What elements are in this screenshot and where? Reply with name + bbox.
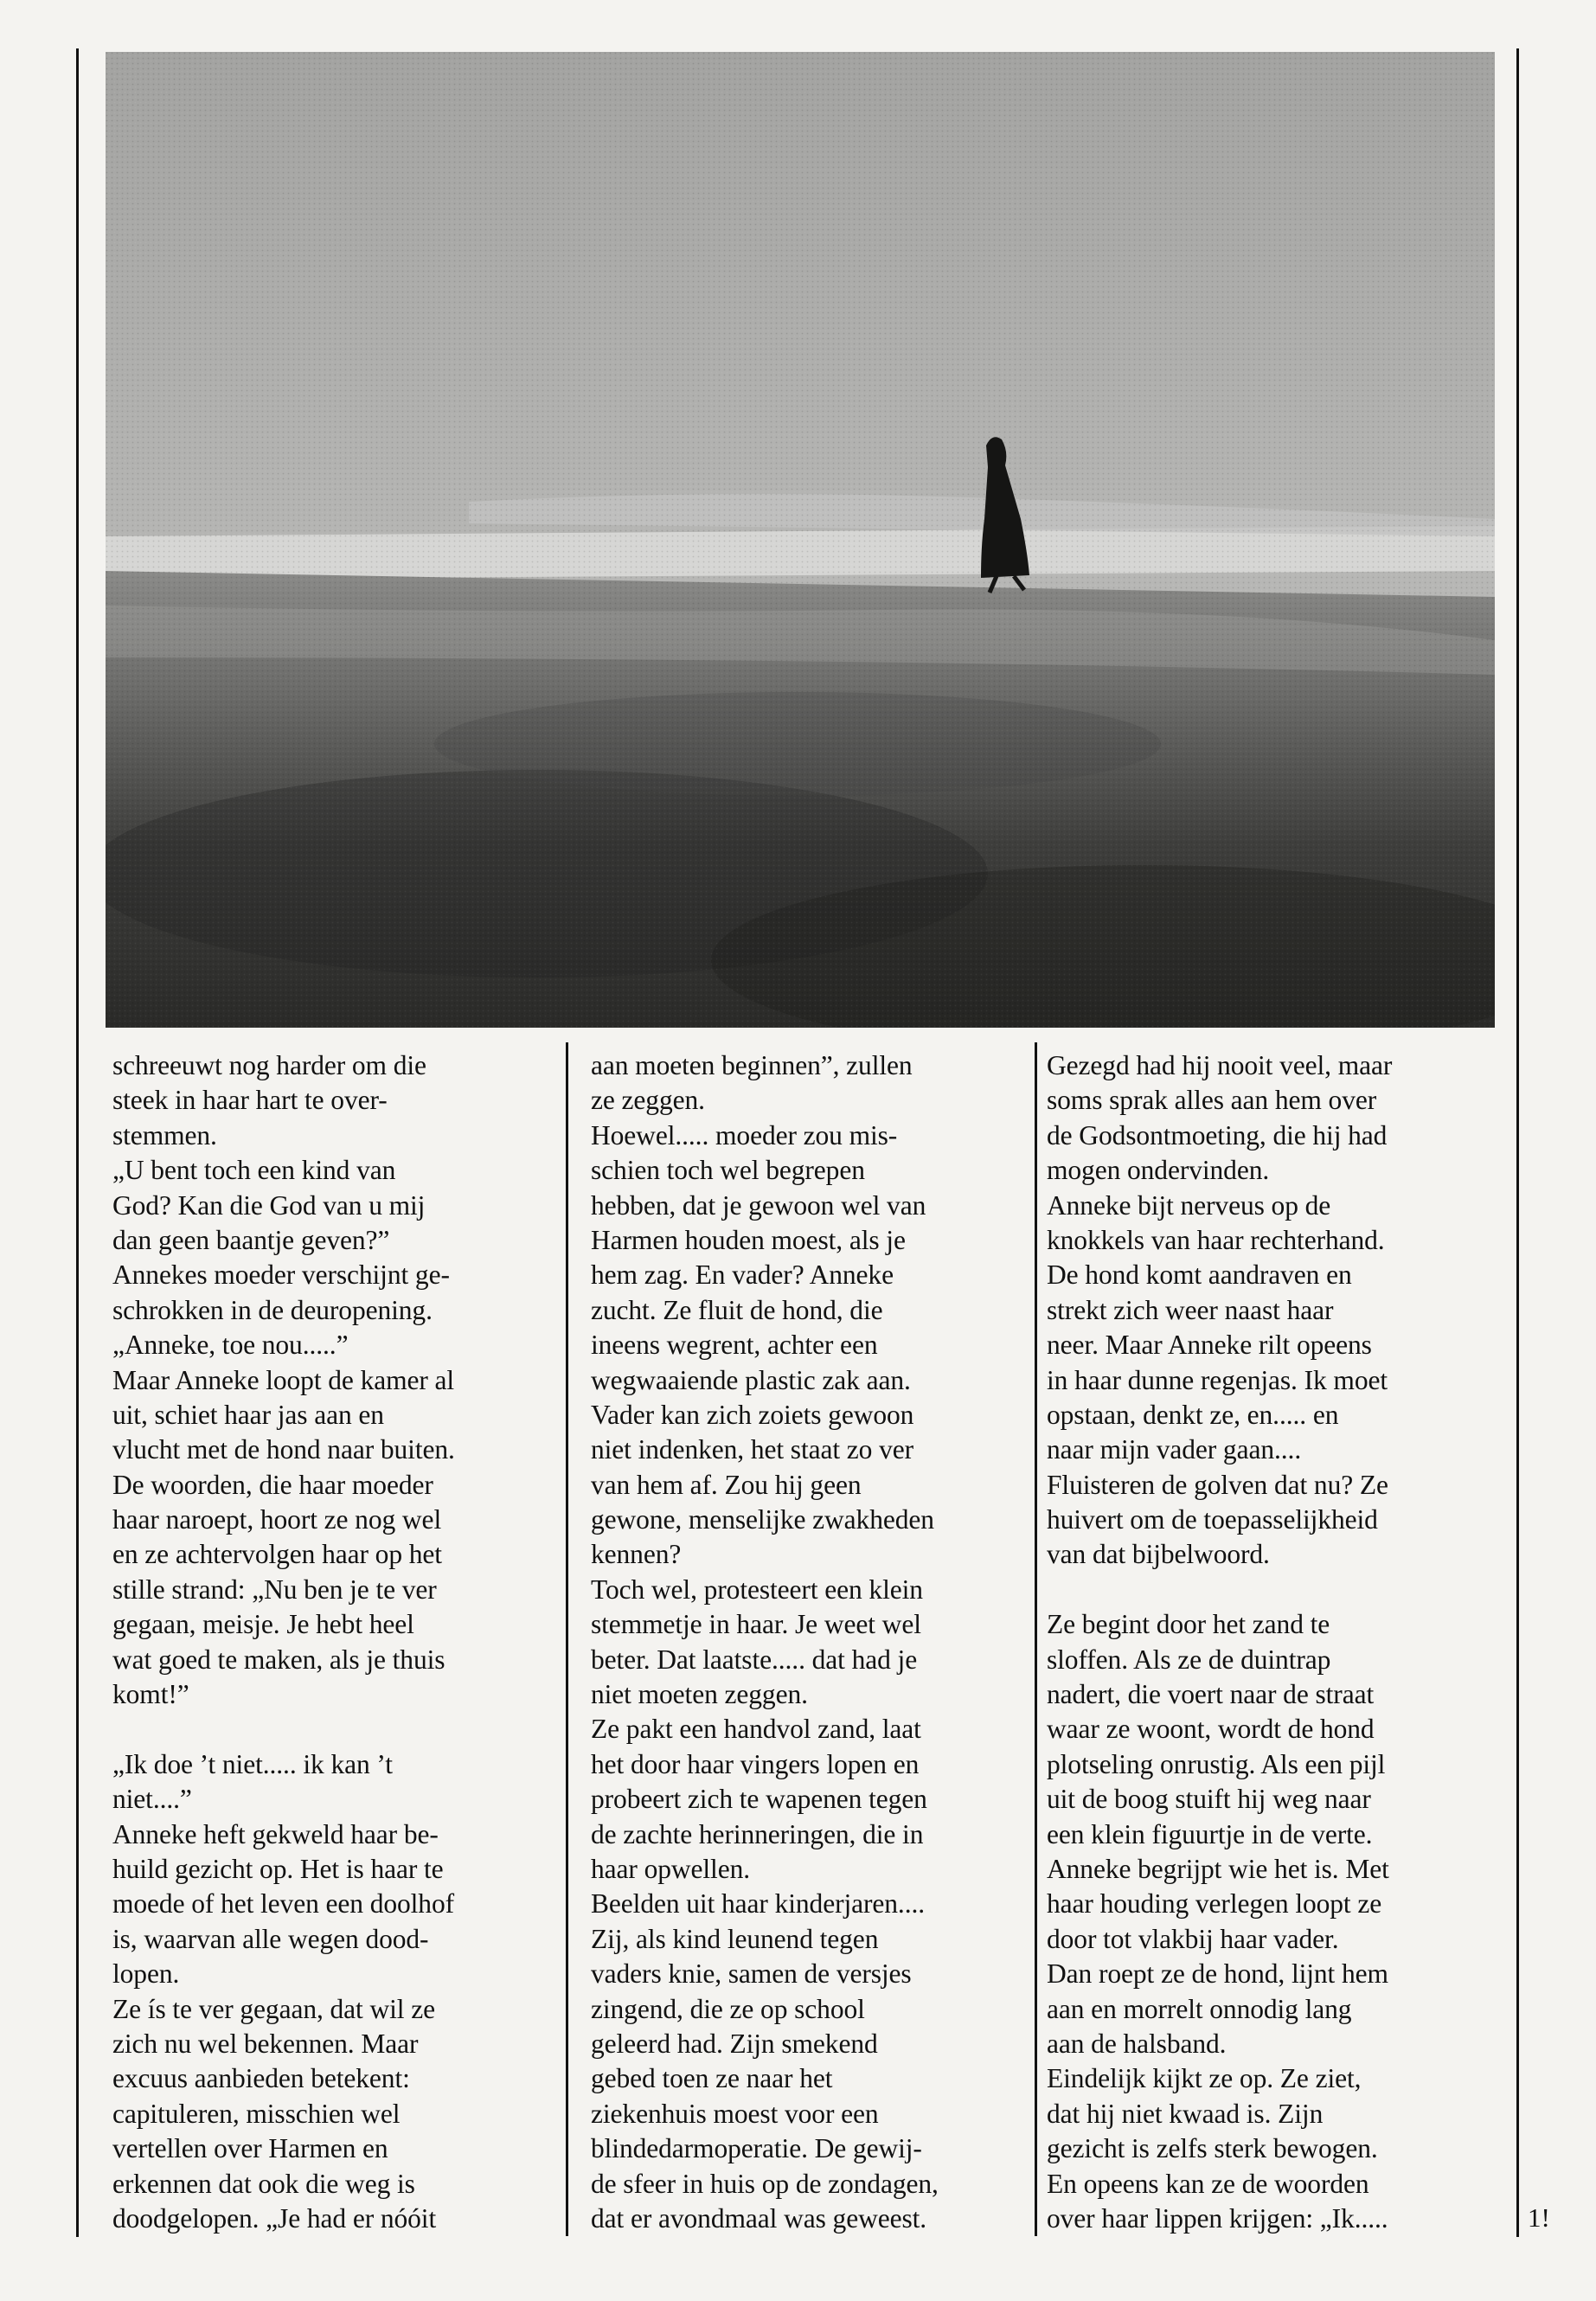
page-number: 1! <box>1528 2202 1550 2233</box>
text-line: zucht. Ze fluit de hond, die <box>591 1294 883 1325</box>
text-line: gewone, menselijke zwakheden <box>591 1504 934 1535</box>
text-line: Anneke begrijpt wie het is. Met <box>1047 1853 1389 1884</box>
text-line: aan moeten beginnen”, zullen <box>591 1050 913 1080</box>
text-line: Harmen houden moest, als je <box>591 1224 906 1255</box>
beach-photo-icon <box>106 52 1495 1028</box>
text-line: erkennen dat ook die weg is <box>112 2168 415 2199</box>
text-line: kennen? <box>591 1539 682 1570</box>
text-line: stemmetje in haar. Je weet wel <box>591 1609 921 1640</box>
text-line: doodgelopen. „Je had er nóóit <box>112 2202 437 2234</box>
text-line: mogen ondervinden. <box>1047 1155 1270 1186</box>
text-line: Annekes moeder verschijnt ge- <box>112 1259 450 1291</box>
text-line: „Anneke, toe nou.....” <box>112 1330 349 1361</box>
text-line: niet indenken, het staat zo ver <box>591 1434 914 1465</box>
text-line: geleerd had. Zijn smekend <box>591 2028 878 2059</box>
text-line: gezicht is zelfs sterk bewogen. <box>1047 2133 1378 2164</box>
page-border-left <box>76 48 79 2237</box>
page-border-right <box>1516 48 1519 2237</box>
text-line: Beelden uit haar kinderjaren.... <box>591 1888 926 1920</box>
text-line: En opeens kan ze de woorden <box>1047 2168 1369 2199</box>
text-line: niet....” <box>112 1784 192 1815</box>
text-line: Gezegd had hij nooit veel, maar <box>1047 1050 1393 1080</box>
text-line: moede of het leven een doolhof <box>112 1888 454 1920</box>
text-line: wegwaaiende plastic zak aan. <box>591 1364 911 1395</box>
text-line: schreeuwt nog harder om die <box>112 1050 426 1080</box>
text-line: zich nu wel bekennen. Maar <box>112 2028 419 2059</box>
text-line: excuus aanbieden betekent: <box>112 2063 410 2094</box>
text-line: door tot vlakbij haar vader. <box>1047 1923 1339 1954</box>
text-line: is, waarvan alle wegen dood- <box>112 1923 429 1954</box>
text-line: zingend, die ze op school <box>591 1993 865 2024</box>
text-line: Vader kan zich zoiets gewoon <box>591 1399 914 1430</box>
text-line: dat hij niet kwaad is. Zijn <box>1047 2098 1324 2129</box>
text-line: capituleren, misschien wel <box>112 2098 401 2129</box>
text-line: nadert, die voert naar de straat <box>1047 1679 1375 1710</box>
text-line: een klein figuurtje in de verte. <box>1047 1818 1373 1849</box>
text-line: schrokken in de deuropening. <box>112 1294 433 1325</box>
text-line: Dan roept ze de hond, lijnt hem <box>1047 1958 1388 1990</box>
text-line: De hond komt aandraven en <box>1047 1259 1352 1291</box>
text-line: „Ik doe ’t niet..... ik kan ’t <box>112 1748 393 1779</box>
text-line: hebben, dat je gewoon wel van <box>591 1189 926 1221</box>
paragraph-gap <box>112 1712 554 1747</box>
text-line: komt!” <box>112 1679 189 1710</box>
text-line: de zachte herinneringen, die in <box>591 1818 924 1849</box>
text-line: gegaan, meisje. Je hebt heel <box>112 1609 414 1640</box>
text-line: probeert zich te wapenen tegen <box>591 1784 927 1815</box>
text-line: plotseling onrustig. Als een pijl <box>1047 1748 1386 1779</box>
text-line: Maar Anneke loopt de kamer al <box>112 1364 455 1395</box>
text-line: waar ze woont, wordt de hond <box>1047 1714 1375 1745</box>
text-line: in haar dunne regenjas. Ik moet <box>1047 1364 1388 1395</box>
text-line: Anneke bijt nerveus op de <box>1047 1189 1331 1221</box>
text-line: beter. Dat laatste..... dat had je <box>591 1644 918 1675</box>
text-line: God? Kan die God van u mij <box>112 1189 426 1221</box>
text-line: huild gezicht op. Het is haar te <box>112 1853 444 1884</box>
text-line: neer. Maar Anneke rilt opeens <box>1047 1330 1372 1361</box>
text-line: de sfeer in huis op de zondagen, <box>591 2168 939 2199</box>
text-line: lopen. <box>112 1958 180 1990</box>
paragraph-gap <box>1047 1573 1505 1607</box>
text-line: strekt zich weer naast haar <box>1047 1294 1334 1325</box>
text-line: naar mijn vader gaan.... <box>1047 1434 1302 1465</box>
text-line: aan de halsband. <box>1047 2028 1227 2059</box>
text-line: hem zag. En vader? Anneke <box>591 1259 894 1291</box>
text-line: ineens wegrent, achter een <box>591 1330 878 1361</box>
text-line: vertellen over Harmen en <box>112 2133 388 2164</box>
text-line: schien toch wel begrepen <box>591 1155 865 1186</box>
text-line: haar opwellen. <box>591 1853 751 1884</box>
text-line: haar houding verlegen loopt ze <box>1047 1888 1382 1920</box>
text-line: aan en morrelt onnodig lang <box>1047 1993 1352 2024</box>
text-line: soms sprak alles aan hem over <box>1047 1085 1377 1116</box>
text-line: „U bent toch een kind van <box>112 1155 396 1186</box>
text-line: Anneke heft gekweld haar be- <box>112 1818 439 1849</box>
column-divider-1 <box>566 1042 568 2236</box>
text-column-2 <box>591 1048 1023 2236</box>
text-line: over haar lippen krijgen: „Ik..... <box>1047 2202 1388 2234</box>
text-line: steek in haar hart te over- <box>112 1085 388 1116</box>
text-line: wat goed te maken, als je thuis <box>112 1644 445 1675</box>
text-line: Ze begint door het zand te <box>1047 1609 1330 1640</box>
text-line: sloffen. Als ze de duintrap <box>1047 1644 1331 1675</box>
text-line: uit de boog stuift hij weg naar <box>1047 1784 1371 1815</box>
text-line: en ze achtervolgen haar op het <box>112 1539 442 1570</box>
text-line: dat er avondmaal was geweest. <box>591 2202 927 2234</box>
text-line: stille strand: „Nu ben je te ver <box>112 1574 437 1605</box>
text-line: haar naroept, hoort ze nog wel <box>112 1504 442 1535</box>
text-line: Toch wel, protesteert een klein <box>591 1574 923 1605</box>
text-line: Fluisteren de golven dat nu? Ze <box>1047 1469 1388 1500</box>
text-line: het door haar vingers lopen en <box>591 1748 920 1779</box>
beach-photo <box>106 52 1495 1028</box>
text-line: Eindelijk kijkt ze op. Ze ziet, <box>1047 2063 1362 2094</box>
text-line: gebed toen ze naar het <box>591 2063 833 2094</box>
text-column-3 <box>1047 1048 1505 2236</box>
text-line: blindedarmoperatie. De gewij- <box>591 2133 922 2164</box>
text-column-1 <box>112 1048 554 2236</box>
text-line: ziekenhuis moest voor een <box>591 2098 879 2129</box>
text-line: dan geen baantje geven?” <box>112 1224 390 1255</box>
text-line: niet moeten zeggen. <box>591 1679 808 1710</box>
text-line: stemmen. <box>112 1119 217 1150</box>
text-line: Ze ís te ver gegaan, dat wil ze <box>112 1993 435 2024</box>
text-line: knokkels van haar rechterhand. <box>1047 1224 1385 1255</box>
text-line: ze zeggen. <box>591 1085 705 1116</box>
text-line: Ze pakt een handvol zand, laat <box>591 1714 921 1745</box>
text-line: vaders knie, samen de versjes <box>591 1958 912 1990</box>
text-line: van dat bijbelwoord. <box>1047 1539 1270 1570</box>
text-line: Hoewel..... moeder zou mis- <box>591 1119 898 1150</box>
text-line: opstaan, denkt ze, en..... en <box>1047 1399 1339 1430</box>
text-line: de Godsontmoeting, die hij had <box>1047 1119 1388 1150</box>
text-line: vlucht met de hond naar buiten. <box>112 1434 455 1465</box>
text-line: Zij, als kind leunend tegen <box>591 1923 879 1954</box>
column-divider-2 <box>1035 1042 1037 2236</box>
text-line: huivert om de toepasselijkheid <box>1047 1504 1378 1535</box>
text-line: van hem af. Zou hij geen <box>591 1469 862 1500</box>
text-line: uit, schiet haar jas aan en <box>112 1399 384 1430</box>
text-line: De woorden, die haar moeder <box>112 1469 433 1500</box>
